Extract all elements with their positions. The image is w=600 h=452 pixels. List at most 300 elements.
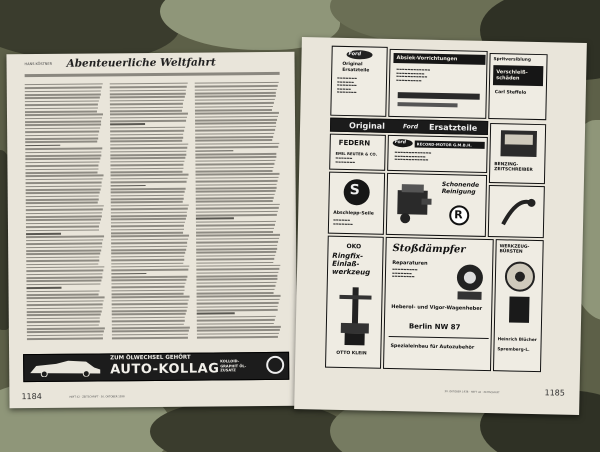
text-line <box>111 218 186 220</box>
banner-top-line: ZUM ÖLWECHSEL GEHÖRT <box>110 354 191 362</box>
text-line <box>111 232 183 234</box>
text-line <box>112 333 188 335</box>
ad-spritversiblung <box>488 53 547 120</box>
ford-banner-text: Original <box>348 121 385 131</box>
text-line <box>195 92 276 94</box>
text-line <box>197 313 235 315</box>
text-line <box>110 164 183 166</box>
text-line <box>197 319 275 321</box>
text-line <box>112 306 188 308</box>
text-column-2 <box>110 81 190 341</box>
text-line <box>196 194 275 196</box>
absiek-title: Absiek-Vorrichtungen <box>396 55 458 63</box>
text-line <box>196 285 275 287</box>
text-line <box>111 269 188 271</box>
text-line <box>111 242 187 244</box>
text-line <box>196 278 277 280</box>
text-line <box>196 173 280 175</box>
text-line <box>27 307 103 309</box>
stossdampfer-sub: Reparaturen <box>392 259 428 267</box>
text-line <box>195 85 278 87</box>
text-line <box>195 129 275 131</box>
text-line <box>196 275 277 277</box>
ad-stossdampfer <box>383 237 494 371</box>
text-line <box>110 103 183 105</box>
text-line <box>111 215 187 217</box>
ad-absiek <box>388 49 487 119</box>
text-line <box>196 231 273 233</box>
right-folio: 30. OKTOBER 1938 · HEFT 42 · ZEITSCHRIFT <box>444 390 500 395</box>
text-line <box>111 205 189 207</box>
text-line <box>196 238 279 240</box>
text-line <box>27 304 103 306</box>
text-line <box>111 276 187 278</box>
sprit-name: Carl Steffelo <box>494 90 527 96</box>
text-line <box>25 138 98 140</box>
stossdampfer-city: Berlin NW 87 <box>408 322 461 332</box>
text-line <box>112 296 190 298</box>
text-line <box>26 266 104 268</box>
text-line <box>196 268 279 270</box>
ad-federn <box>329 134 386 171</box>
text-line <box>197 309 278 311</box>
brush-illustration-icon <box>501 260 538 325</box>
text-line <box>197 302 279 304</box>
text-line <box>26 243 102 245</box>
text-line <box>195 99 275 101</box>
ad-ford-banner <box>330 118 488 135</box>
text-line <box>196 241 278 243</box>
ad-benzing <box>489 123 546 184</box>
text-line <box>26 192 100 194</box>
text-line <box>26 226 99 228</box>
benzing-title: BENZING-ZEITSCHREIBER <box>494 162 533 173</box>
text-line <box>27 317 100 319</box>
text-line <box>25 97 100 99</box>
ford-line2: Ersatzteile <box>342 67 370 74</box>
text-line <box>195 109 272 111</box>
text-line <box>197 292 274 294</box>
text-line <box>25 141 97 143</box>
text-line <box>196 177 279 179</box>
text-line <box>25 168 98 170</box>
text-line <box>110 124 145 126</box>
text-line <box>110 157 185 159</box>
ad-body-text: ▬▬▬▬▬▬▬▬▬▬▬▬ ▬▬▬▬▬▬▬▬▬▬ ▬▬▬▬▬▬▬▬▬▬▬ ▬▬▬▬▬▬▬▬▬ <box>396 67 431 83</box>
text-line <box>110 140 182 142</box>
reinigung-badge: R <box>454 208 463 222</box>
text-line <box>111 235 189 237</box>
text-line <box>110 89 186 91</box>
text-line <box>195 122 276 124</box>
text-line <box>25 158 100 160</box>
text-line <box>25 110 97 112</box>
text-line <box>111 222 185 224</box>
sprit-sub: Verschleiß-schäden <box>496 69 528 82</box>
text-line <box>196 261 273 263</box>
text-line <box>27 321 100 323</box>
tool-illustration-icon <box>497 194 538 231</box>
text-line <box>195 112 279 114</box>
text-line <box>25 100 99 102</box>
text-line <box>25 171 97 173</box>
text-line <box>27 331 104 333</box>
text-line <box>111 279 186 281</box>
text-line <box>25 93 101 95</box>
text-line <box>110 93 186 95</box>
text-line <box>26 273 102 275</box>
text-line <box>110 137 183 139</box>
text-line <box>111 194 184 196</box>
text-line <box>196 258 274 260</box>
text-line <box>110 167 183 169</box>
text-line <box>110 150 186 152</box>
text-line <box>196 282 276 284</box>
text-line <box>112 299 189 301</box>
text-line <box>110 110 182 112</box>
text-line <box>27 310 102 312</box>
reinigung-title: Schonende Reinigung <box>441 181 480 196</box>
article-author: HANS KÖSTNER <box>24 61 53 67</box>
text-line <box>110 113 188 115</box>
text-line <box>111 245 187 247</box>
text-line <box>195 126 276 128</box>
oko-line1: OKO <box>346 243 362 251</box>
text-line <box>196 251 276 253</box>
federn-title: FEDERN <box>338 138 371 148</box>
text-line <box>25 83 103 85</box>
text-line <box>26 260 99 262</box>
oko-line2: Ringfix-Einlaß-werkzeug <box>331 251 371 277</box>
article-subtitle-bar <box>25 72 280 77</box>
ford-line1: Original <box>342 61 363 68</box>
ad-werkzeug-buersten <box>493 239 544 372</box>
text-line <box>26 188 101 190</box>
text-line <box>110 127 185 129</box>
text-line <box>111 211 187 213</box>
text-line <box>112 289 185 291</box>
text-line <box>111 208 188 210</box>
text-line <box>195 166 273 168</box>
brand-seal-icon <box>266 356 284 374</box>
record-text: RECORD-MOTOR G.M.B.H. <box>416 141 472 148</box>
text-line <box>196 200 273 202</box>
text-line <box>26 287 61 289</box>
text-line <box>26 236 104 238</box>
text-line <box>196 244 277 246</box>
text-line <box>111 174 189 176</box>
text-line <box>111 262 183 264</box>
ad-autovertriz <box>488 185 545 238</box>
text-line <box>26 263 98 265</box>
text-line <box>196 221 276 223</box>
text-line <box>26 253 100 255</box>
text-line <box>195 139 272 141</box>
text-line <box>25 127 100 129</box>
text-line <box>196 255 275 257</box>
text-line <box>195 119 277 121</box>
text-line <box>110 133 183 135</box>
text-line <box>110 82 188 84</box>
text-line <box>25 131 99 133</box>
text-line <box>111 283 185 285</box>
text-line <box>110 171 182 173</box>
text-line <box>196 218 234 220</box>
text-line <box>25 134 98 136</box>
text-line <box>195 160 275 162</box>
text-line <box>111 185 146 187</box>
text-line <box>195 150 233 152</box>
text-line <box>25 161 99 163</box>
text-line <box>112 323 184 325</box>
text-line <box>26 185 102 187</box>
federn-firm: EMIL REUTER & CO. <box>335 150 378 157</box>
text-line <box>26 212 102 214</box>
text-line <box>196 187 277 189</box>
text-line <box>26 280 101 282</box>
text-line <box>197 299 280 301</box>
text-line <box>196 211 278 213</box>
text-line <box>195 116 278 118</box>
text-column-1 <box>25 81 105 341</box>
text-line <box>111 177 188 179</box>
text-line <box>196 248 277 250</box>
text-line <box>111 228 184 230</box>
text-line <box>26 249 101 251</box>
ford-logo: Ford <box>348 51 362 58</box>
text-line <box>111 266 189 268</box>
text-line <box>27 327 105 329</box>
article-title: Abenteuerliche Weltfahrt <box>66 56 216 70</box>
stossdampfer-title: Stoßdämpfer <box>392 243 466 256</box>
text-line <box>25 114 103 116</box>
jack-illustration-icon <box>451 261 488 302</box>
text-line <box>195 143 279 145</box>
text-line <box>195 136 273 138</box>
sprit-title: Spritversiblung <box>493 57 531 63</box>
oko-firm: OTTO KLEIN <box>336 350 367 357</box>
text-line <box>26 246 102 248</box>
text-line <box>112 316 185 318</box>
text-line <box>110 120 186 122</box>
text-line <box>25 165 98 167</box>
ad-oko-ringfix <box>325 236 384 369</box>
text-column-3 <box>195 80 281 340</box>
text-line <box>196 228 274 230</box>
text-line <box>25 121 101 123</box>
text-line <box>197 316 276 318</box>
text-line <box>195 163 274 165</box>
text-line <box>195 88 277 90</box>
text-line <box>196 234 280 236</box>
abschlepp-title: Abschlepp-Seile <box>333 210 374 217</box>
text-line <box>195 133 274 135</box>
text-line <box>111 273 146 275</box>
banner-brand: AUTO-KOLLAG <box>110 361 220 378</box>
right-page-number: 1185 <box>544 388 565 398</box>
text-line <box>195 82 279 84</box>
text-line <box>196 265 280 267</box>
text-line <box>26 222 100 224</box>
text-line <box>195 102 274 104</box>
text-line <box>25 87 102 89</box>
text-line <box>27 334 103 336</box>
text-line <box>25 145 60 147</box>
ford-banner-logo: Ford <box>402 123 419 131</box>
text-line <box>112 293 184 295</box>
text-line <box>26 202 98 204</box>
text-line <box>111 249 186 251</box>
text-line <box>110 130 184 132</box>
text-line <box>27 314 101 316</box>
text-line <box>26 229 99 231</box>
text-line <box>26 239 103 241</box>
text-line <box>195 170 272 172</box>
text-line <box>25 148 102 150</box>
text-line <box>111 255 184 257</box>
car-illustration-icon <box>28 358 102 377</box>
text-line <box>111 225 184 227</box>
text-line <box>112 330 189 332</box>
left-magazine-page <box>6 52 297 408</box>
text-line <box>196 183 277 185</box>
text-line <box>110 116 187 118</box>
text-line <box>26 256 99 258</box>
auto-kollag-banner-ad <box>23 352 289 382</box>
right-magazine-page <box>294 37 587 415</box>
text-line <box>197 333 279 335</box>
text-line <box>27 293 99 295</box>
text-line <box>110 154 186 156</box>
text-line <box>110 86 187 88</box>
text-line <box>27 297 105 299</box>
text-line <box>111 259 184 261</box>
ad-body-text: ▬▬▬▬▬▬▬ ▬▬▬▬▬▬ ▬▬▬▬▬▬▬ ▬▬▬▬▬ ▬▬▬▬▬▬▬ <box>336 75 357 95</box>
text-line <box>197 329 280 331</box>
text-line <box>27 300 104 302</box>
text-line <box>197 322 274 324</box>
text-line <box>111 252 185 254</box>
werkzeug-city: Spremberg-L. <box>497 346 530 352</box>
text-line <box>25 124 101 126</box>
text-line <box>25 117 102 119</box>
left-folio: HEFT 42 · ZEITSCHRIFT · 30. OKTOBER 1938 <box>69 395 125 399</box>
text-line <box>111 188 186 190</box>
text-line <box>196 197 274 199</box>
text-line <box>196 190 276 192</box>
banner-side-text: KOLLOID-GRAPHIT ÖL-ZUSATZ <box>220 359 247 373</box>
text-line <box>111 286 184 288</box>
text-line <box>112 303 188 305</box>
text-line <box>111 191 185 193</box>
text-line <box>111 181 187 183</box>
text-line <box>111 198 184 200</box>
text-line <box>110 160 184 162</box>
text-line <box>112 320 185 322</box>
text-line <box>112 337 188 339</box>
text-line <box>196 204 280 206</box>
ad-body-text: ▬▬▬▬▬▬ ▬▬▬▬▬▬▬ <box>332 217 353 226</box>
text-line <box>197 305 278 307</box>
text-line <box>26 219 101 221</box>
left-page-number: 1184 <box>21 391 42 402</box>
text-line <box>26 195 99 197</box>
text-line <box>195 105 273 107</box>
text-line <box>196 207 279 209</box>
text-line <box>26 178 103 180</box>
s-logo-icon: S <box>349 182 360 199</box>
text-line <box>26 209 103 211</box>
text-line <box>26 182 102 184</box>
text-line <box>197 336 278 338</box>
text-line <box>25 107 98 109</box>
record-logo: Ford <box>394 140 407 146</box>
text-line <box>110 96 185 98</box>
ad-ford-original <box>330 46 387 117</box>
ad-reinigung <box>386 173 487 237</box>
text-line <box>25 154 101 156</box>
text-line <box>26 233 61 235</box>
ad-body-text: ▬▬▬▬▬▬▬▬▬ ▬▬▬▬▬▬▬ ▬▬▬▬▬▬▬▬ <box>391 266 418 279</box>
text-line <box>197 326 281 328</box>
ad-abschlepp <box>328 172 385 235</box>
text-line <box>25 104 98 106</box>
text-line <box>26 199 99 201</box>
text-line <box>26 283 100 285</box>
text-line <box>110 106 183 108</box>
engine-illustration-icon <box>391 180 436 227</box>
text-line <box>197 289 275 291</box>
text-line <box>26 277 102 279</box>
text-line <box>111 201 183 203</box>
text-line <box>26 270 103 272</box>
text-line <box>111 238 188 240</box>
text-line <box>27 338 103 340</box>
ad-body-text: ▬▬▬▬▬▬ ▬▬▬▬▬▬▬ <box>335 155 356 164</box>
text-line <box>27 324 99 326</box>
text-line <box>195 156 276 158</box>
text-line <box>25 90 101 92</box>
text-line <box>196 224 275 226</box>
text-line <box>26 215 102 217</box>
ad-record-motor <box>387 135 488 173</box>
text-line <box>195 95 276 97</box>
text-line <box>110 147 187 149</box>
text-line <box>196 180 278 182</box>
werkzeug-title: WERKZEUG-BÜRSTEN <box>499 244 530 255</box>
text-line <box>195 153 276 155</box>
text-line <box>25 151 101 153</box>
text-line <box>26 205 104 207</box>
text-line <box>195 146 278 148</box>
text-line <box>196 272 278 274</box>
ad-body-text: ▬▬▬▬▬▬▬▬▬▬▬▬▬ ▬▬▬▬▬▬▬▬▬▬▬ ▬▬▬▬▬▬▬▬▬▬▬▬ <box>394 150 432 162</box>
text-line <box>27 290 100 292</box>
text-line <box>197 295 281 297</box>
text-line <box>26 175 104 177</box>
text-line <box>112 327 190 329</box>
stossdampfer-special: Spezialeinbau für Autozubehör <box>390 343 475 351</box>
stossdampfer-names: Heberol- und Vigor-Wagenheber <box>391 303 483 312</box>
werkzeug-firm: Heinrich Blücher <box>497 336 537 343</box>
ford-banner-text2: Ersatzteile <box>428 122 478 133</box>
text-line <box>110 144 188 146</box>
text-line <box>196 214 277 216</box>
text-line <box>110 99 184 101</box>
text-line <box>112 310 187 312</box>
ringfix-tool-icon <box>336 287 373 348</box>
text-line <box>112 313 186 315</box>
